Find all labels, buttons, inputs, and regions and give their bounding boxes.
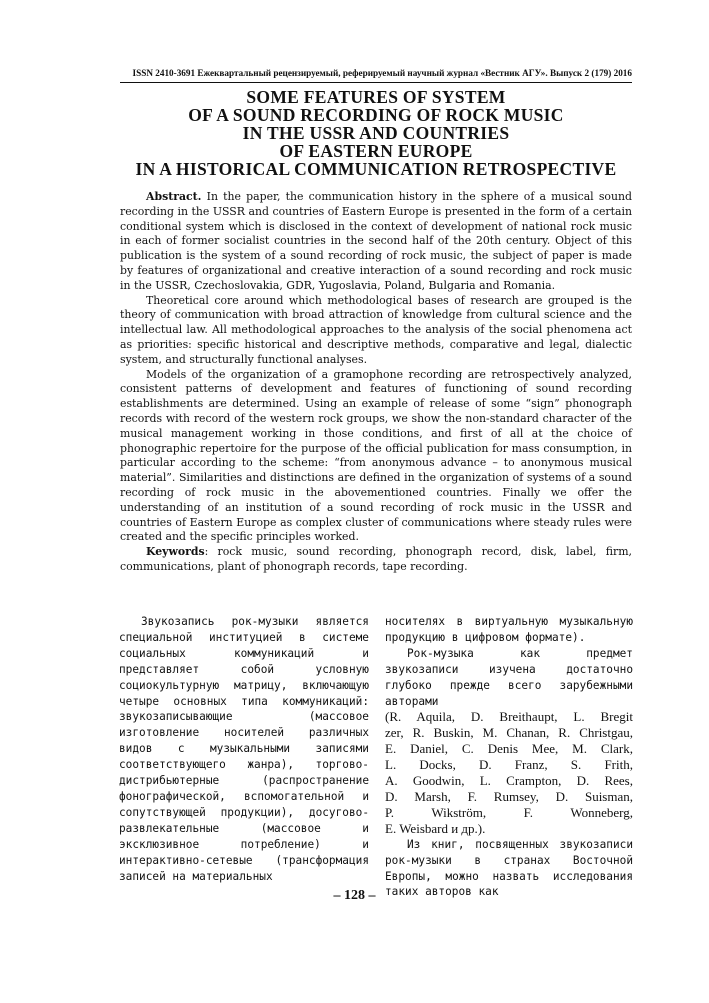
keywords-text: : rock music, sound recording, phonograph record, disk, label, firm, communications, plant of phonograph records, tape recording. [120, 545, 632, 573]
journal-header: ISSN 2410-3691 Ежеквартальный рецензируемый, реферируемый научный журнал «Вестник АГУ». Выпуск 2 (179) 2016 [132, 68, 632, 78]
title-line: SOME FEATURES OF SYSTEM [246, 87, 506, 107]
author-line: E. Daniel, C. Denis Mee, M. Clark, [385, 741, 633, 757]
title-line: OF A SOUND RECORDING OF ROCK MUSIC [188, 105, 564, 125]
abstract-paragraph-1 [120, 190, 632, 294]
body-paragraph: Звукозапись рок-музыки является специальной институцией в системе социальных коммуникаций и представляет собой условную социокультурную матрицу, включающую четыре основных типа коммуникаций: звукозаписывающие (массовое изготовление носителей различных видов с музыкальными записями соответствующего жанра), торгово-дистрибьютерные (распространение фонографической, вспомогательной и сопутствующей продукции), досугово-развлекательные (массовое и эксклюзивное потребление) и интерактивно-сетевые (трансформация записей на материальных [119, 615, 369, 883]
title-line: IN A HISTORICAL COMMUNICATION RETROSPECTIVE [135, 159, 617, 179]
page-number: – 128 – [333, 888, 376, 903]
title-line: IN THE USSR AND COUNTRIES [242, 123, 510, 143]
body-paragraph: Рок-музыка как предмет звукозаписи изучена достаточно глубоко прежде всего зарубежными авторами [385, 646, 633, 708]
keywords [120, 545, 632, 575]
author-line-last: E. Weisbard и др.). [385, 820, 486, 836]
author-line: D. Marsh, F. Rumsey, D. Suisman, [385, 788, 633, 804]
abstract-text-1: In the paper, the communication history in the sphere of a musical sound recording in the USSR and countries of Eastern Europe is presented in the form of a certain conditional system which is disclosed in the context of development of national rock music in each of former socialist countries in the second half of the 20th century. Object of this publication is the system of a sound recording of rock music, the subject of paper is made by features of organizational and creative interaction of a sound recording and rock music in the USSR, Czechoslovakia, GDR, Yugoslavia, Poland, Bulgaria and Romania. [120, 190, 632, 292]
body-paragraph: носителях в виртуальную музыкальную продукцию в цифровом формате). [385, 615, 633, 644]
author-list [385, 709, 633, 836]
author-line: P. Wikström, F. Wonneberg, [385, 804, 633, 820]
abstract-paragraph-3: Models of the organization of a gramophone recording are retrospectively analyzed, consistent patterns of development and features of functioning of sound recording establishments are determined. Using an example of release of some “sign” phonograph records with record of the western rock groups, we show the non-standard character of the musical management working in those conditions, and first of all at the choice of phonographic repertoire for the purpose of the official publication for mass consumption, in particular according to the scheme: “from anonymous advance – to anonymous musical material”. Similarities and distinctions are defined in the organization of systems of a sound recording of rock music in the abovementioned countries. Finally we offer the understanding of an institution of a sound recording of rock music in the USSR and countries of Eastern Europe as complex cluster of communications where steady rules were created and the specific principles worked. [120, 367, 632, 544]
body-paragraph: Из книг, посвященных звукозаписи рок-музыки в странах Восточной Европы, можно назвать исследования таких авторов как [385, 837, 633, 899]
abstract-label: Abstract. [146, 190, 202, 203]
header-rule [120, 82, 632, 83]
author-line: zer, R. Buskin, M. Chanan, R. Christgau, [385, 725, 633, 741]
author-line: (R. Aquila, D. Breithaupt, L. Bregit [385, 709, 633, 725]
abstract-paragraph-2: Theoretical core around which methodological bases of research are grouped is the theory of communication with broad attraction of knowledge from cultural science and the intellectual law. All methodological approaches to the analysis of the social phenomena act as priorities: specific historical and descriptive methods, comparative and legal, dialectic system, and structurally functional analyses. [120, 293, 632, 366]
abstract-block [120, 190, 632, 575]
body-column-left [119, 614, 369, 884]
keywords-label: Keywords [146, 545, 205, 559]
paper-title [110, 88, 642, 178]
title-line: OF EASTERN EUROPE [279, 141, 473, 161]
body-column-right [385, 614, 633, 900]
author-line: L. Docks, D. Franz, S. Frith, [385, 757, 633, 773]
author-line: A. Goodwin, L. Crampton, D. Rees, [385, 773, 633, 789]
